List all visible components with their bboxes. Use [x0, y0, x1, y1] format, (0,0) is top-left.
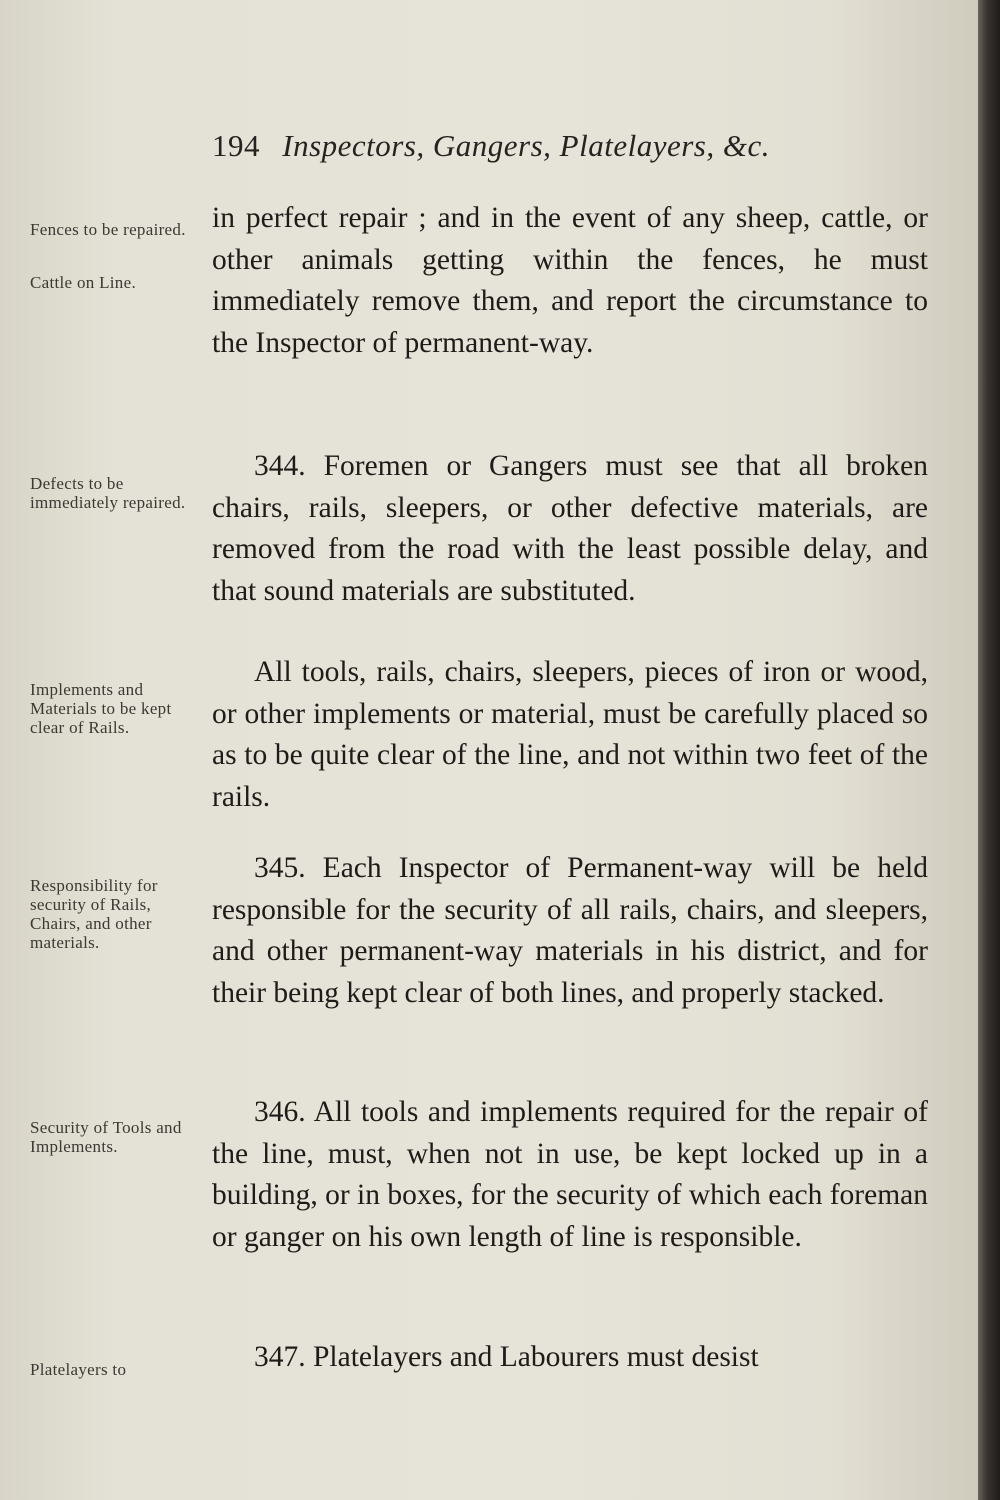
running-title: Inspectors, Gangers, Platelayers, &c.: [282, 128, 770, 163]
margin-note-responsibility: Responsibility for security of Rails, Chairs, and other materials.: [30, 876, 158, 952]
paragraph-implements: All tools, rails, chairs, sleepers, pieces of iron or wood, or other implements or material, must be carefully placed so as to be quite clear of the line, and not within two feet of the rails.: [212, 656, 928, 813]
margin-note-platelayers: Platelayers to: [30, 1360, 127, 1379]
paragraph-344: 344. Foremen or Gangers must see that all broken chairs, rails, sleepers, or other defective materials, are removed from the road with the least possible delay, and that sound materials are substituted.: [212, 450, 928, 607]
book-binding-edge: [978, 0, 1000, 1500]
margin-note-fences: Fences to be repaired.: [30, 220, 186, 239]
paragraph-346: 346. All tools and implements required for the repair of the line, must, when not in use, be kept locked up in a building, or in boxes, for the security of which each foreman or ganger on his own length of line is responsible.: [212, 1096, 928, 1253]
margin-note-defects: Defects to be immediately repaired.: [30, 474, 186, 512]
paragraph-347: 347. Platelayers and Labourers must desist: [254, 1341, 759, 1373]
margin-note-security-tools: Security of Tools and Implements.: [30, 1118, 182, 1156]
page-header: [212, 128, 892, 164]
margin-note-cattle: Cattle on Line.: [30, 273, 137, 292]
paragraph-345: 345. Each Inspector of Permanent-way will be held responsible for the security of all rails, chairs, and sleepers, and other permanent-way materials in his district, and for their being kept clear of both lines, and properly stacked.: [212, 852, 928, 1009]
paragraph-continuation: in perfect repair ; and in the event of any sheep, cattle, or other animals getting within the fences, he must immediately remove them, and report the circumstance to the Inspector of permanent-way.: [212, 202, 928, 359]
page-number: 194: [212, 128, 260, 163]
margin-note-implements: Implements and Materials to be kept clear of Rails.: [30, 680, 172, 737]
